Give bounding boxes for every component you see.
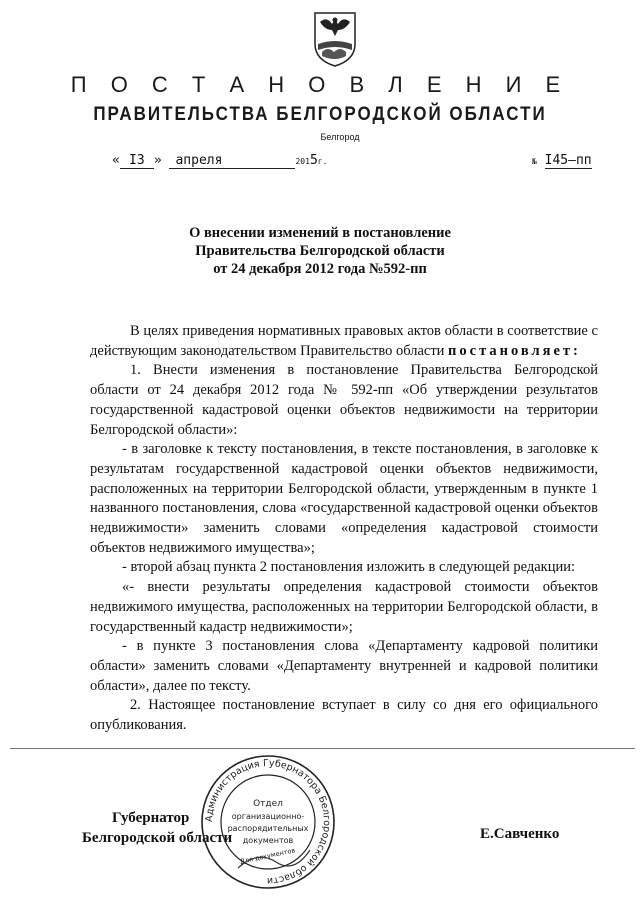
city-label: Белгород [320,132,360,142]
heading-line-1: О внесении изменений в постановление [189,225,451,241]
date-close-quote: » [153,153,162,168]
heading-line-3: от 24 декабря 2012 года №592-пп [213,261,427,277]
decree-word: постановляет: [448,342,581,359]
date-month: апреля [169,153,295,169]
position-line-2: Белгородской области [82,830,233,846]
stamp-line-2: организационно- [231,812,305,821]
item-1: 1. Внести изменения в постановление Правительства Белгородской области от 24 декабря 2012 года № 592-пп «Об утверждении результатов государственной кадастровой оценки объектов недвижимости на территории Белгородской области»: [90,362,598,438]
item-2: 2. Настоящее постановление вступает в силу со дня его официального опубликования. [90,697,598,734]
amendment-2-quote: «- внести результаты определения кадастровой стоимости объектов недвижимого имущества, расположенных на территории Белгородской области, в государственный кадастр недвижимости»; [90,579,598,635]
signatory-name: Е.Савченко [480,826,560,842]
date-year-suffix: 5 [309,153,318,168]
amendment-1: - в заголовке к тексту постановления, в тексте постановления, в заголовке к результатам государственной кадастровой оценки объектов недвижимости, расположенных на территории Белгородской области, утвержденным в пункте 1 названного постановления, слова «государственной кадастровой оценки объектов недвижимости» заменить словами «определения кадастровой стоимости объектов недвижимого имущества»; [90,441,598,556]
amendment-3: - в пункте 3 постановления слова «Департаменту кадровой политики области» заменить словами «Департаменту внутренней и кадровой политики области», далее по тексту. [90,638,598,694]
official-stamp-icon [198,750,338,895]
stamp-line-1: Отдел [253,799,283,809]
stamp-line-5: Для документов [239,846,296,866]
stamp-line-4: документов [242,836,294,845]
stamp-line-3: распорядительных [227,824,309,833]
date-year-mark: г. [317,157,328,166]
heading-line-2: Правительства Белгородской области [195,243,445,259]
document-number [532,153,592,169]
intro-paragraph [90,322,598,361]
date-year-prefix: 201 [295,157,310,166]
document-heading [0,224,640,278]
position-line-1: Губернатор [112,810,190,826]
coat-of-arms-icon [312,10,358,68]
stamp-ring-text: Администрация Губернатора Белгородской области [203,757,333,887]
document-type-title: П О С Т А Н О В Л Е Н И Е [70,72,570,97]
number-value: I45–пп [544,153,592,168]
number-label: № [532,157,537,166]
document-date [112,153,327,169]
issuer-title: ПРАВИТЕЛЬСТВА БЕЛГОРОДСКОЙ ОБЛАСТИ [93,102,547,125]
amendment-2: - второй абзац пункта 2 постановления изложить в следующей редакции: [122,559,576,576]
document-body [90,322,598,736]
date-day: I3 [120,153,154,169]
divider-line [10,748,635,749]
svg-text:Администрация Губернатора Белг [204,758,332,886]
intro-text: В целях приведения нормативных правовых актов области в соответствие с действующим законодательством Правительство области [90,323,598,359]
date-open-quote: « [112,153,120,168]
